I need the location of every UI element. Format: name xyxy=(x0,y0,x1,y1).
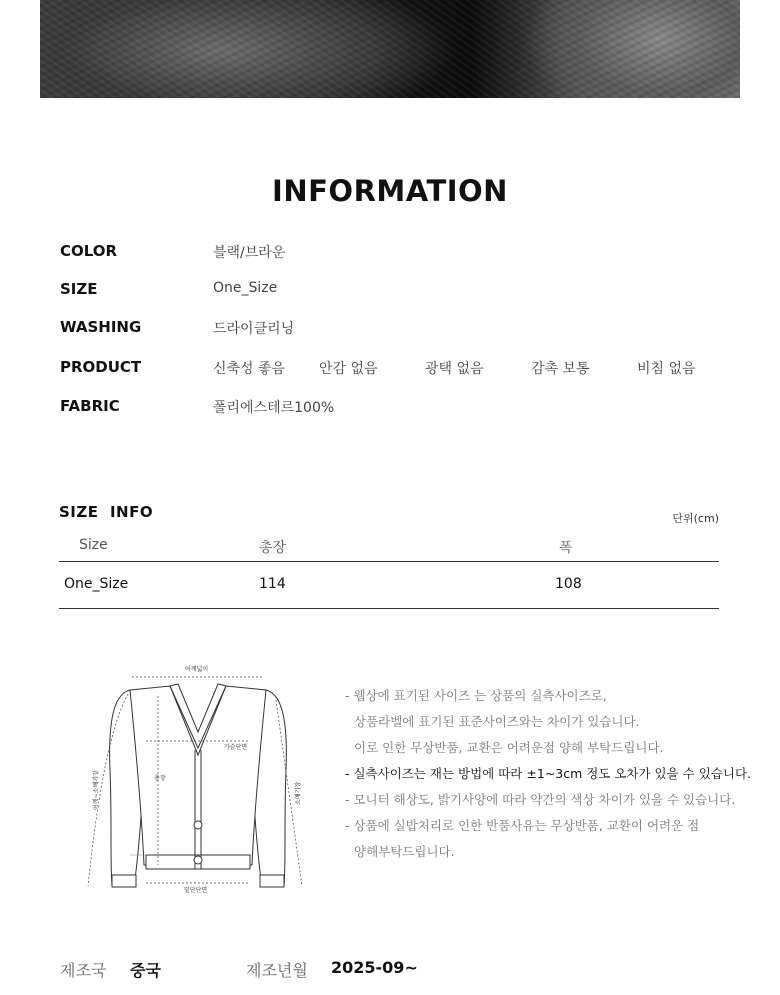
hem-width-label: 밑단단면 xyxy=(184,887,208,894)
note-line-emphasis: - 실측사이즈는 재는 방법에 따라 ±1~3cm 정도 오차가 있을 수 있습니다. xyxy=(345,766,751,781)
note-line: 이로 인한 무상반품, 교환은 어려운점 양해 부탁드립니다. xyxy=(354,740,664,755)
total-length-label: 총장 xyxy=(154,775,166,782)
row-length: 114 xyxy=(259,576,286,592)
info-row-product xyxy=(60,358,740,378)
manufacture-date-label: 제조년월 xyxy=(246,961,308,980)
header-length: 총장 xyxy=(259,540,287,556)
origin-value: 중국 xyxy=(130,961,161,980)
chest-width-label: 가슴단면 xyxy=(224,744,248,751)
product-lining: 안감 없음 xyxy=(319,361,378,377)
unit-label: 단위(cm) xyxy=(672,512,719,525)
fabric-value: 폴리에스테르100% xyxy=(213,400,335,416)
row-width: 108 xyxy=(555,576,582,592)
washing-value: 드라이클리닝 xyxy=(213,321,295,337)
product-sheerness: 비침 없음 xyxy=(637,361,696,377)
fabric-label: FABRIC xyxy=(60,397,120,415)
note-line: 양해부탁드립니다. xyxy=(354,844,455,859)
shoulder-sleeve-length-label: 어깨~소매기장 xyxy=(93,770,100,810)
header-width: 폭 xyxy=(559,540,573,556)
manufacture-date-value: 2025-09~ xyxy=(331,958,418,977)
note-line: - 상품에 실밥처리로 인한 반품사유는 무상반품, 교환이 어려운 점 xyxy=(345,818,700,833)
size-table-header xyxy=(59,535,719,562)
header-size: Size xyxy=(79,537,108,553)
product-texture-image xyxy=(40,0,740,98)
color-label: COLOR xyxy=(60,242,118,260)
size-label: SIZE xyxy=(60,280,98,298)
product-stretch: 신축성 좋음 xyxy=(213,361,286,377)
color-value: 블랙/브라운 xyxy=(213,245,286,261)
size-info-title: SIZE INFO xyxy=(59,503,154,521)
shoulder-width-label: 어깨넓이 xyxy=(185,666,209,673)
page-title: INFORMATION xyxy=(272,174,508,208)
origin-label: 제조국 xyxy=(60,961,107,980)
row-size: One_Size xyxy=(64,576,129,592)
note-line: - 모니터 해상도, 밝기사양에 따라 약간의 색상 차이가 있을 수 있습니다. xyxy=(345,792,736,807)
size-notes xyxy=(345,683,751,865)
cardigan-measurement-diagram xyxy=(78,660,318,900)
note-line: - 웹상에 표기된 사이즈 는 상품의 실측사이즈로, xyxy=(345,688,607,703)
product-texture: 감촉 보통 xyxy=(531,361,590,377)
product-label: PRODUCT xyxy=(60,358,142,376)
sleeve-length-label: 소매기장 xyxy=(295,781,302,805)
product-gloss: 광택 없음 xyxy=(425,361,484,377)
washing-label: WASHING xyxy=(60,318,142,336)
table-row xyxy=(59,561,719,609)
note-line: 상품라벨에 표기된 표준사이즈와는 차이가 있습니다. xyxy=(354,714,640,729)
size-value: One_Size xyxy=(213,280,278,296)
